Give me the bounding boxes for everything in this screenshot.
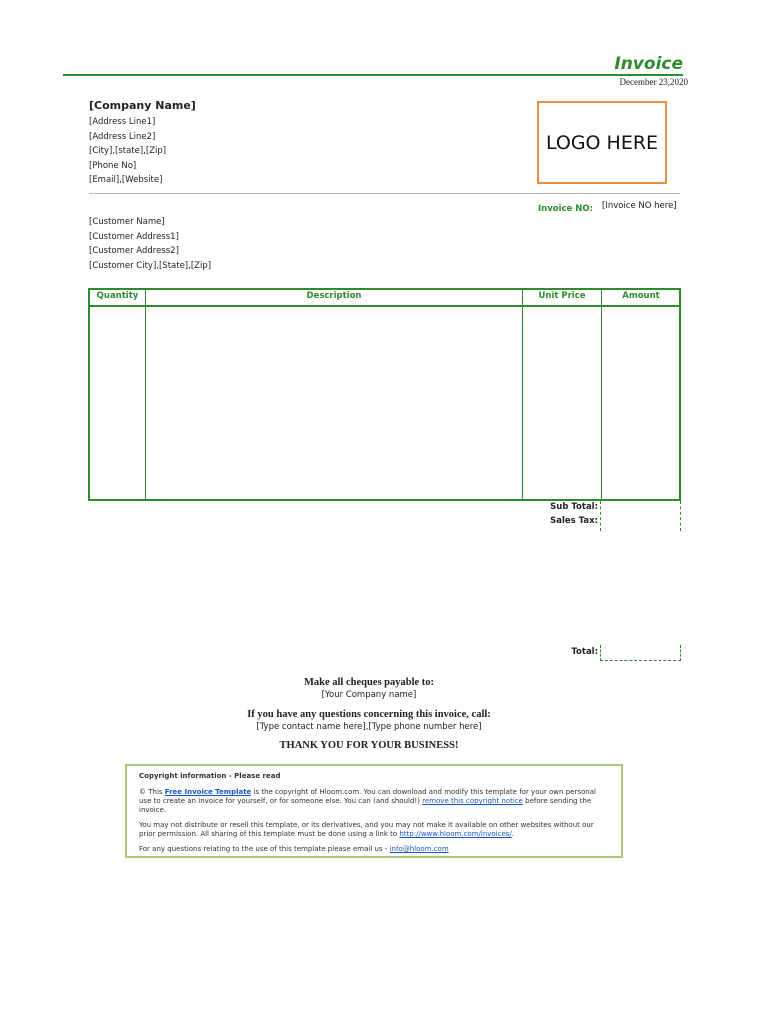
free-invoice-template-link[interactable]: Free Invoice Template: [164, 788, 252, 796]
email-link[interactable]: info@hloom.com: [389, 845, 449, 853]
total-box[interactable]: [600, 645, 681, 661]
copyright-paragraph-1: [139, 788, 609, 815]
subtotal-tax-box[interactable]: [600, 501, 681, 531]
column-divider: [522, 290, 523, 499]
company-city: [City],[state],[Zip]: [89, 146, 167, 156]
copyright-text: © This: [139, 788, 165, 796]
thank-you-text: THANK YOU FOR YOUR BUSINESS!: [279, 740, 459, 751]
copyright-text: For any questions relating to the use of this template please email us -: [139, 845, 390, 853]
invoice-date: December 23,2020: [619, 77, 688, 87]
column-header-amount: Amount: [622, 291, 660, 301]
contact-text: [Type contact name here],[Type phone number here]: [256, 722, 482, 732]
copyright-text: .: [511, 830, 515, 838]
copyright-box: [125, 764, 623, 858]
invoice-no-value: [Invoice NO here]: [602, 201, 677, 211]
payee-company-name: [Your Company name]: [321, 690, 417, 700]
column-header-description: Description: [306, 291, 362, 301]
copyright-text: before sending the invoice.: [139, 797, 592, 814]
copyright-text: is the copyright of Hloom.com. You can download and modify this template for your own personal use to create an invoice for yourself, or for someone else. You can (and should!): [139, 788, 596, 805]
company-name: [Company Name]: [89, 99, 196, 112]
subtotal-label: Sub Total:: [550, 502, 598, 512]
customer-address1: [Customer Address1]: [89, 231, 179, 242]
customer-city: [Customer City],[State],[Zip]: [89, 260, 212, 271]
column-header-quantity: Quantity: [96, 291, 139, 301]
invoice-no-label: Invoice NO:: [538, 204, 594, 214]
copyright-text: You may not distribute or resell this template, or its derivatives, and you may not make it available on other websites without our prior permission. All sharing of this template must be done using a link to: [139, 821, 594, 838]
company-email: [Email],[Website]: [89, 175, 163, 185]
company-block: [89, 99, 196, 188]
total-label: Total:: [571, 647, 598, 657]
cheques-text: Make all cheques payable to:: [303, 677, 435, 688]
header-divider: [63, 74, 683, 76]
questions-text: If you have any questions concerning this invoice, call:: [247, 709, 491, 720]
column-divider: [601, 290, 602, 499]
remove-notice-link[interactable]: remove this copyright notice: [422, 797, 523, 805]
invoice-title: Invoice: [614, 54, 683, 74]
customer-name: [Customer Name]: [89, 217, 165, 227]
company-address2: [Address Line2]: [89, 131, 156, 142]
copyright-paragraph-3: [139, 845, 609, 854]
customer-block: [89, 215, 211, 273]
customer-address2: [Customer Address2]: [89, 246, 179, 256]
company-phone: [Phone No]: [89, 160, 137, 171]
copyright-paragraph-2: [139, 821, 609, 839]
hloom-invoices-link[interactable]: http://www.hloom.com/invoices/: [399, 830, 512, 838]
copyright-heading: Copyright information - Please read: [139, 772, 281, 780]
company-address1: [Address Line1]: [89, 117, 156, 127]
sales-tax-label: Sales Tax:: [550, 516, 598, 526]
logo-placeholder: LOGO HERE: [537, 101, 667, 184]
section-divider: [89, 193, 680, 194]
items-table: [88, 288, 681, 501]
column-divider: [145, 290, 146, 499]
column-header-unit-price: Unit Price: [538, 291, 586, 301]
